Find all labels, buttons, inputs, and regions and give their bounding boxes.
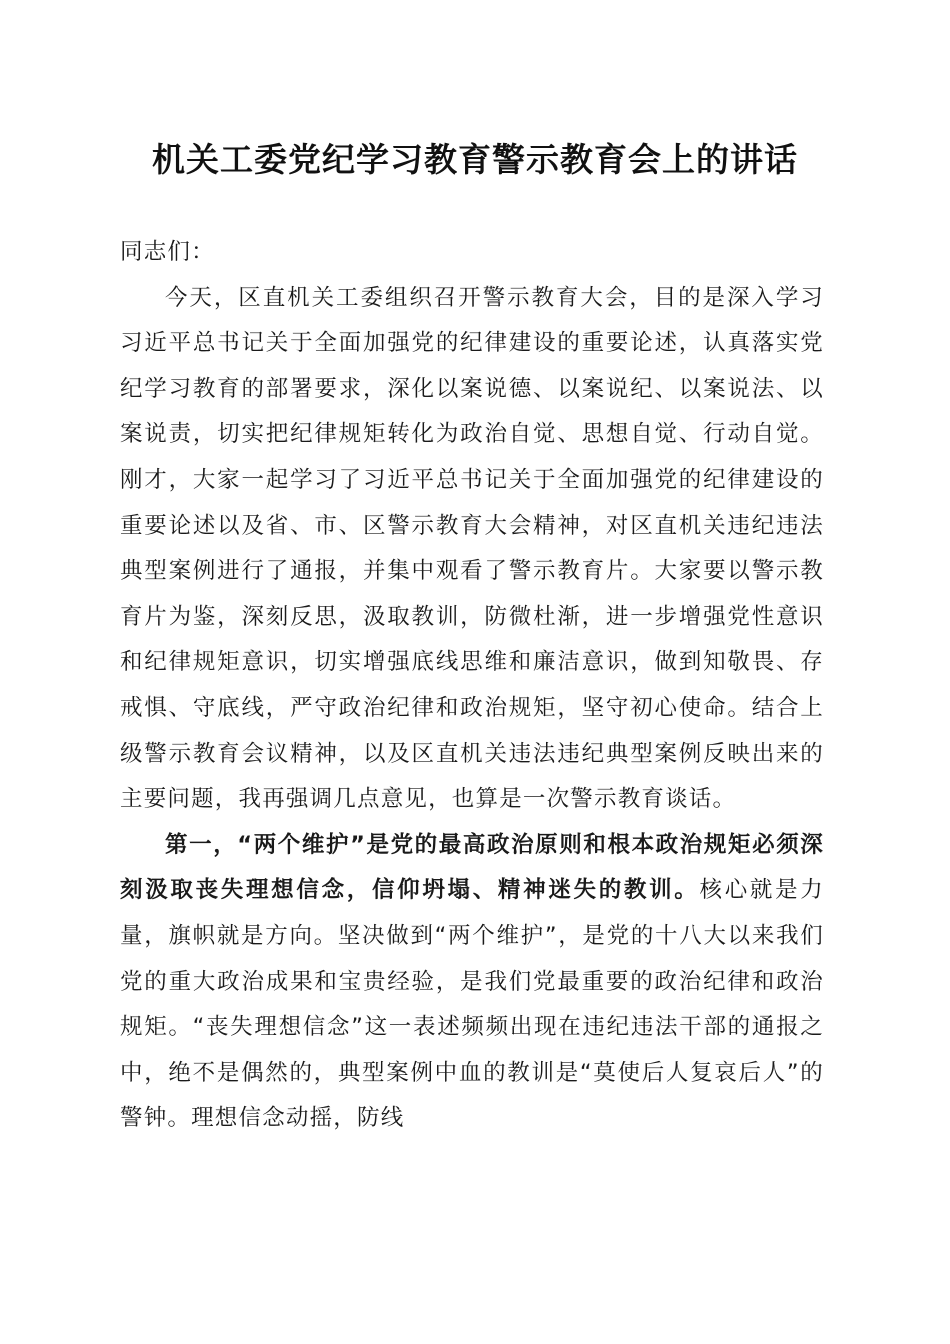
point-one-heading: 第一，“两个维护”是党的最高政治原则和根本政治规矩必须深刻汲取丧失理想信念，信仰坍塌、精神迷失的教训。 <box>120 831 824 904</box>
document-title: 机关工委党纪学习教育警示教育会上的讲话 <box>152 140 798 179</box>
paragraph-intro <box>120 276 824 823</box>
paragraph-intro-text: 今天，区直机关工委组织召开警示教育大会，目的是深入学习习近平总书记关于全面加强党的纪律建设的重要论述，认真落实党纪学习教育的部署要求，深化以案说德、以案说纪、以案说法、以案说责，切实把纪律规矩转化为政治自觉、思想自觉、行动自觉。刚才，大家一起学习了习近平总书记关于全面加强党的纪律建设的重要论述以及省、市、区警示教育大会精神，对区直机关违纪违法典型案例进行了通报，并集中观看了警示教育片。大家要以警示教育片为鉴，深刻反思，汲取教训，防微杜渐，进一步增强党性意识和纪律规矩意识，切实增强底线思维和廉洁意识，做到知敬畏、存戒惧、守底线，严守政治纪律和政治规矩，坚守初心使命。结合上级警示教育会议精神，以及区直机关违法违纪典型案例反映出来的主要问题，我再强调几点意见，也算是一次警示教育谈话。 <box>120 284 824 813</box>
salutation: 同志们： <box>120 239 215 265</box>
paragraph-point-one <box>120 823 824 1142</box>
point-one-text: 核心就是力量，旗帜就是方向。坚决做到“两个维护”，是党的十八大以来我们党的重大政治成果和宝贵经验，是我们党最重要的政治纪律和政治规矩。“丧失理想信念”这一表述频频出现在违纪违法干部的通报之中，绝不是偶然的，典型案例中血的教训是“莫使后人复哀后人”的警钟。理想信念动摇，防线 <box>120 877 824 1132</box>
document-body <box>120 230 824 1142</box>
